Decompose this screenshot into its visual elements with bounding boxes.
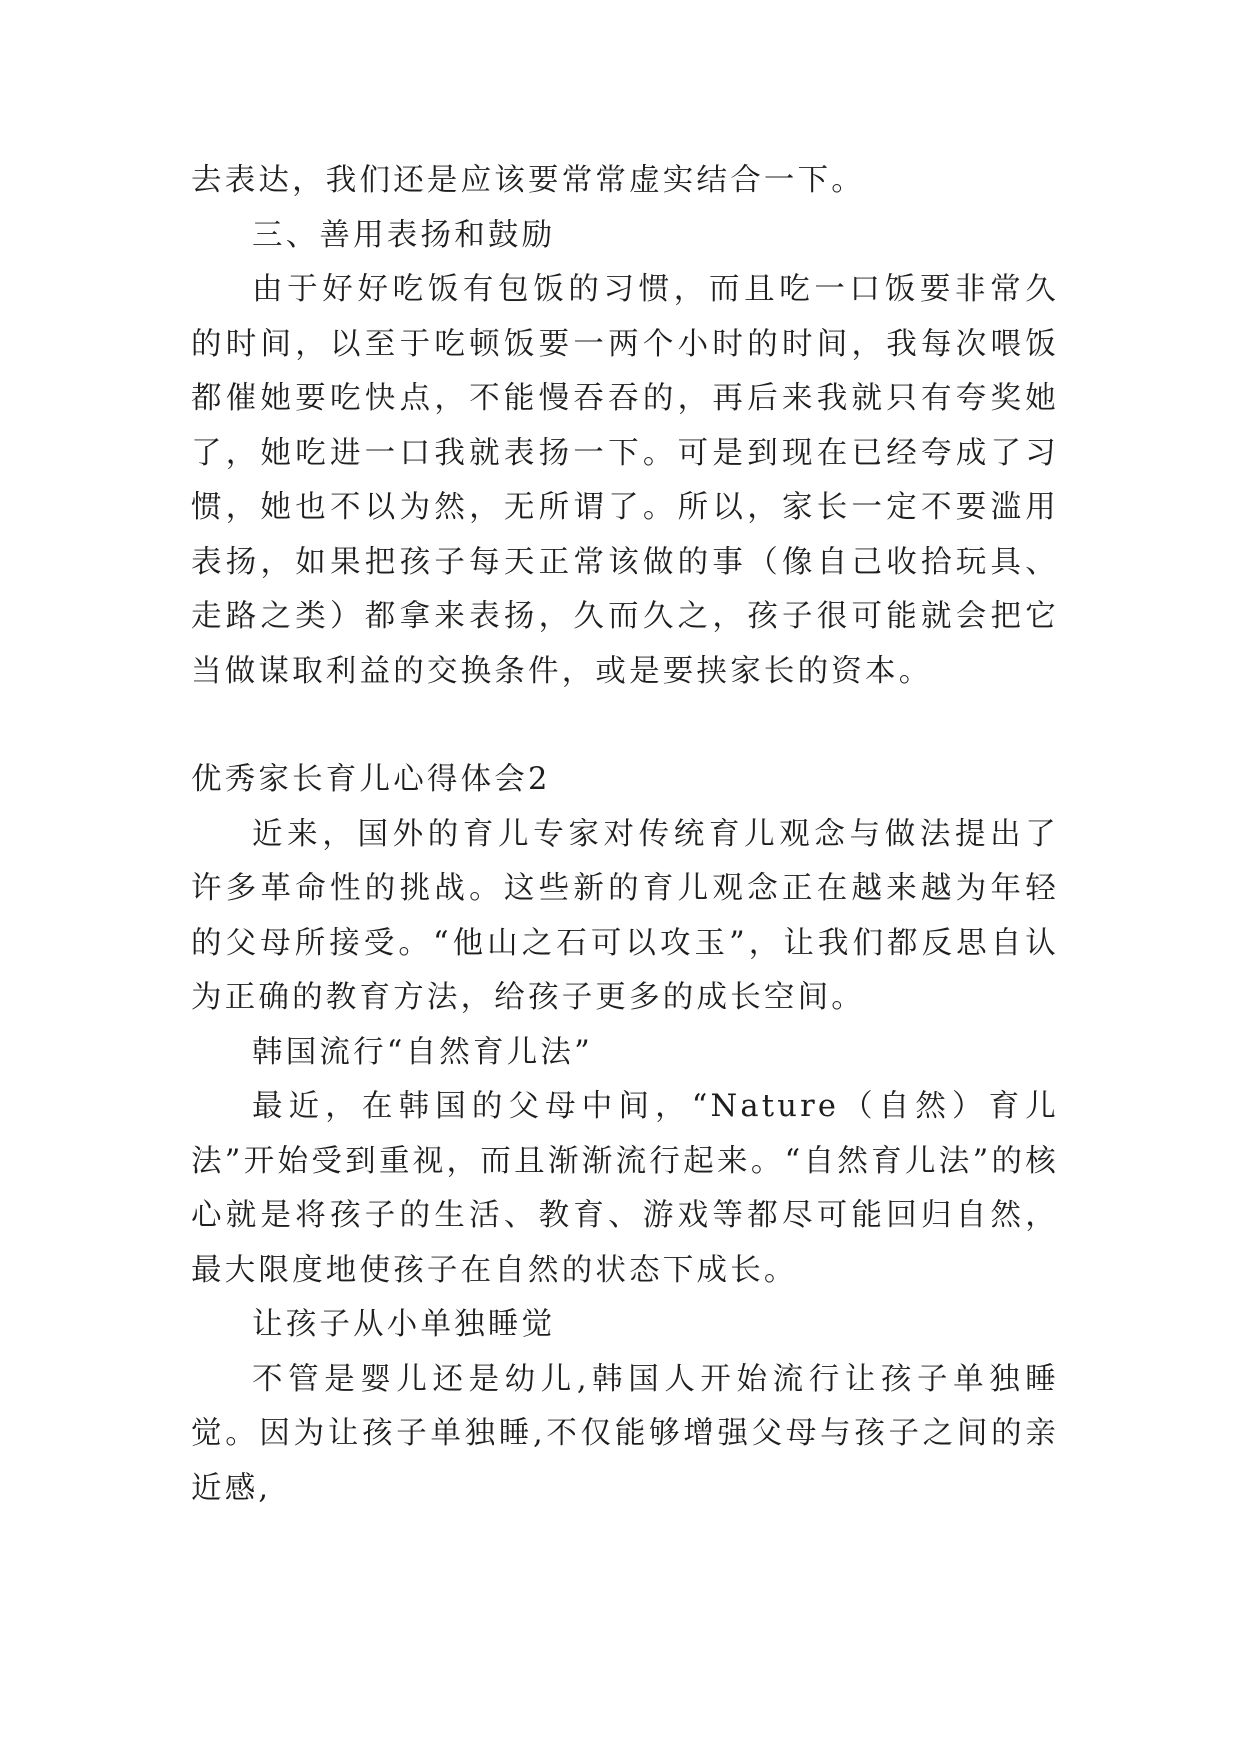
paragraph-nature: 最近，在韩国的父母中间，“Nature（自然）育儿法”开始受到重视，而且渐渐流行起来。“自然育儿法”的核心就是将孩子的生活、教育、游戏等都尽可能回归自然，最大限度地使孩子在自然的状态下成长。 bbox=[191, 1089, 1059, 1288]
paragraph-praise: 由于好好吃饭有包饭的习惯，而且吃一口饭要非常久的时间，以至于吃顿饭要一两个小时的时间，我每次喂饭都催她要吃快点，不能慢吞吞的，再后来我就只有夸奖她了，她吃进一口我就表扬一下。可是到现在已经夸成了习惯，她也不以为然，无所谓了。所以，家长一定不要滥用表扬，如果把孩子每天正常该做的事（像自己收拾玩具、走路之类）都拿来表扬，久而久之，孩子很可能就会把它当做谋取利益的交换条件，或是要挟家长的资本。 bbox=[191, 272, 1059, 689]
section-heading-korea: 韩国流行“自然育儿法” bbox=[252, 1034, 593, 1070]
section-heading-praise: 三、善用表扬和鼓励 bbox=[252, 217, 556, 253]
paragraph-intro: 近来，国外的育儿专家对传统育儿观念与做法提出了许多革命性的挑战。这些新的育儿观念正在越来越为年轻的父母所接受。“他山之石可以攻玉”，让我们都反思自认为正确的教育方法，给孩子更多的成长空间。 bbox=[191, 816, 1059, 1015]
document-body bbox=[191, 154, 1059, 1516]
section-heading-sleep: 让孩子从小单独睡觉 bbox=[252, 1307, 556, 1342]
paragraph-sleep: 不管是婴儿还是幼儿,韩国人开始流行让孩子单独睡觉。因为让孩子单独睡,不仅能够增强父母与孩子之间的亲近感, bbox=[191, 1361, 1059, 1506]
paragraph-continuation: 去表达，我们还是应该要常常虚实结合一下。 bbox=[191, 163, 865, 198]
article-title: 优秀家长育儿心得体会2 bbox=[191, 762, 551, 797]
paragraph-spacer bbox=[191, 699, 1059, 753]
